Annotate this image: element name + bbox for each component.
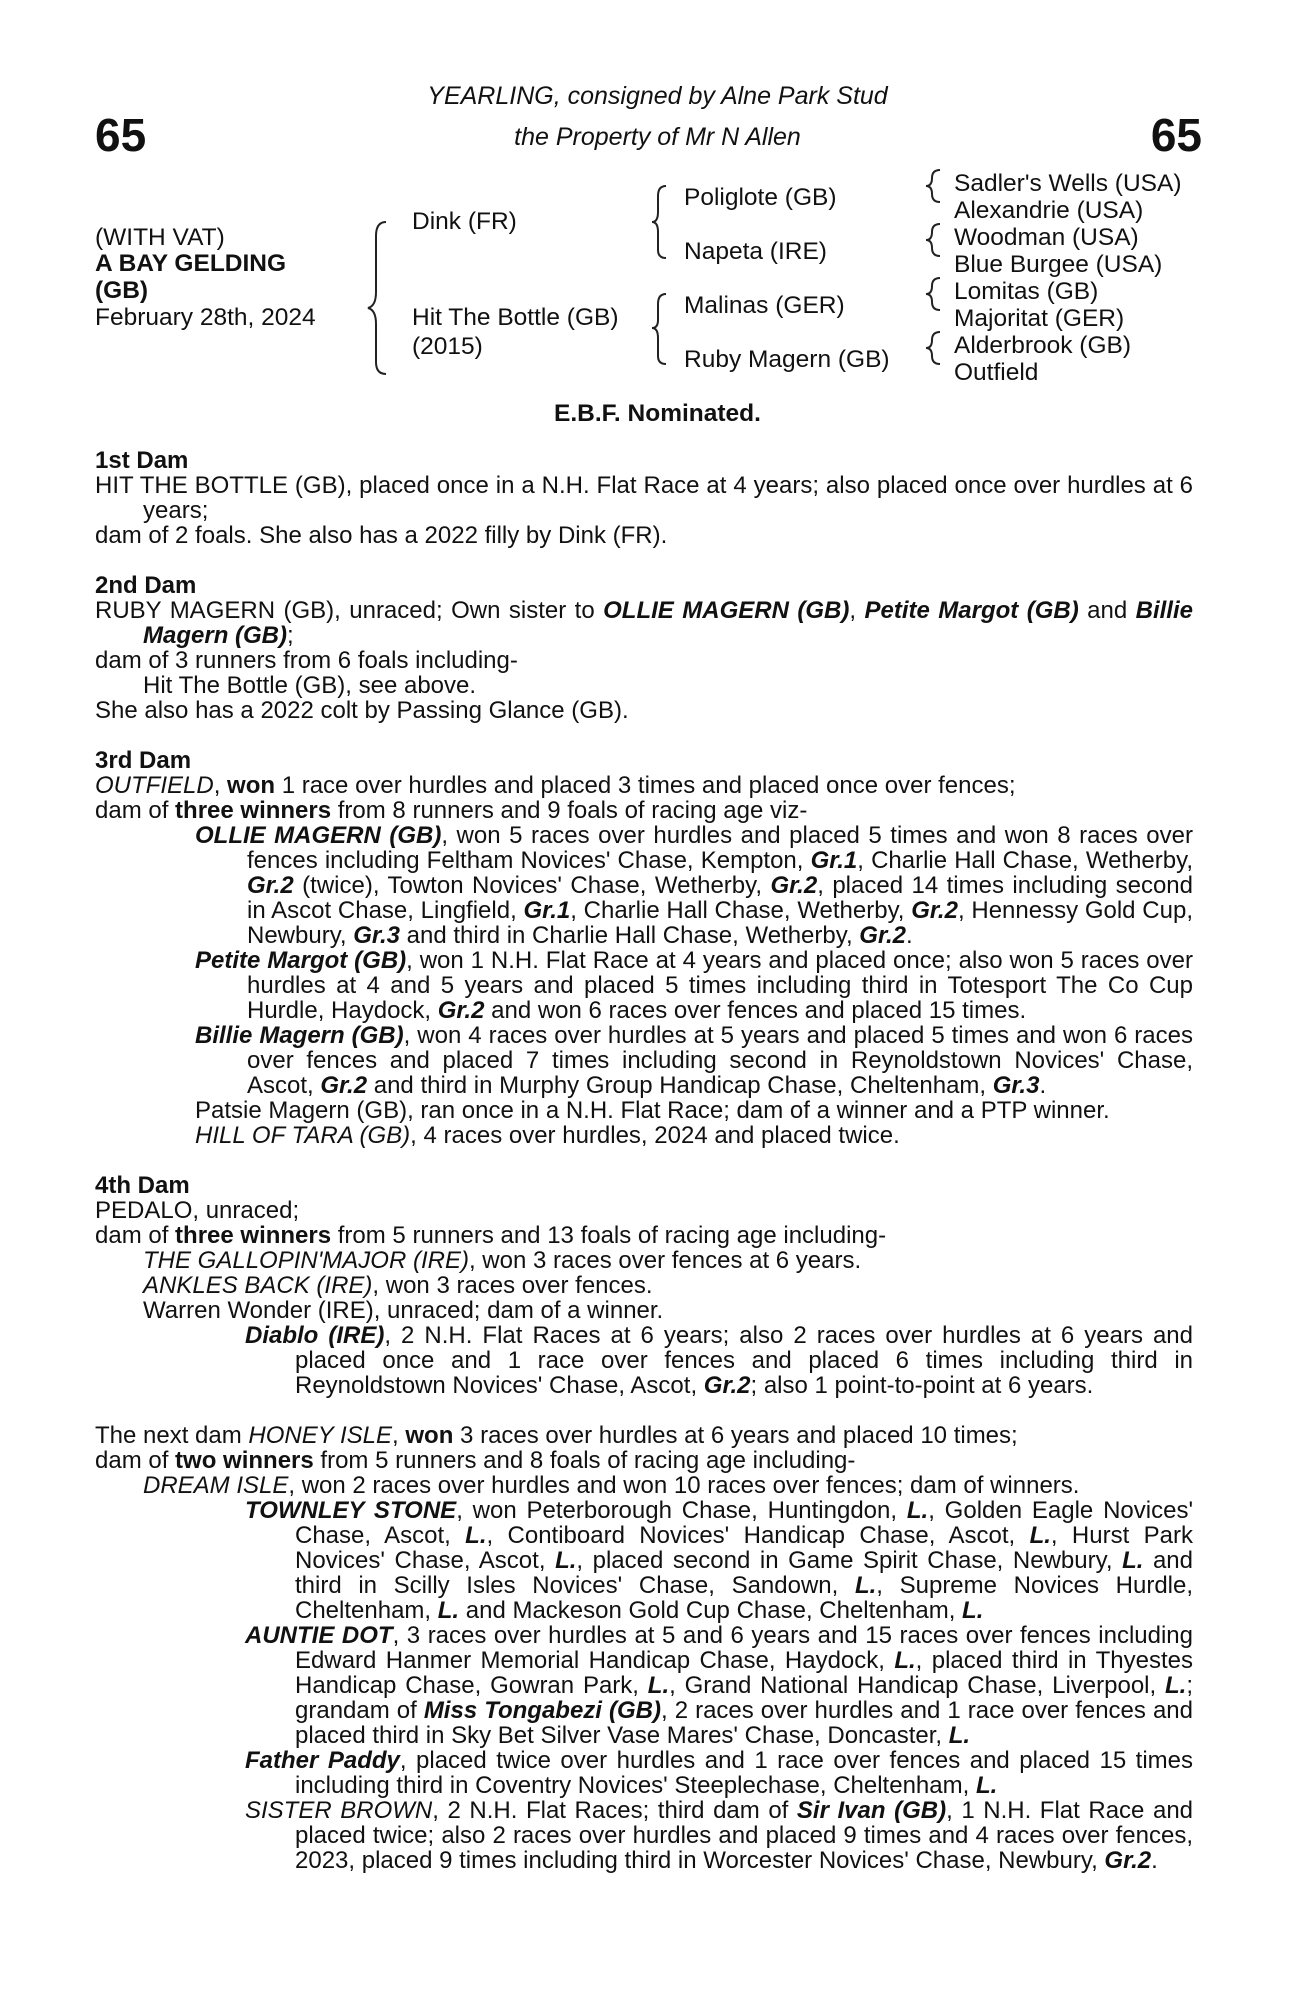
second-dam-heading: 2nd Dam xyxy=(95,572,197,599)
pedigree-g3-1: Sadler's Wells (USA) xyxy=(954,170,1182,197)
third-dam-produce: dam of three winners from 8 runners and 9 foals of racing age viz- xyxy=(95,797,808,824)
fourth-dam-text: PEDALO, unraced; xyxy=(95,1197,300,1224)
pedigree-g3-4: Blue Burgee (USA) xyxy=(954,251,1163,278)
produce-patsie-magern: Patsie Magern (GB), ran once in a N.H. Flat Race; dam of a winner and a PTP winner. xyxy=(195,1097,1110,1124)
pedigree-sire-dam: Napeta (IRE) xyxy=(684,238,827,265)
produce-hill-of-tara: HILL OF TARA (GB), 4 races over hurdles, 2024 and placed twice. xyxy=(195,1122,900,1149)
pedigree-g3-2: Alexandrie (USA) xyxy=(954,197,1144,224)
produce-ollie-magern: OLLIE MAGERN (GB), won 5 races over hurdles and placed 5 times and won 8 races over fences including Feltham Novices' Chase, Kempton, Gr.1, Charlie Hall Chase, Wetherby, Gr.2 (twice), Towton Novices' Chase, Wetherby, Gr.2, placed 14 times including second in Ascot Chase, Lingfield, Gr.1, Charlie Hall Chase, Wetherby, Gr.2, Hennessy Gold Cup, Newbury, Gr.3 and third in Charlie Hall Chase, Wetherby, Gr.2. xyxy=(195,822,1194,949)
produce-diablo: Diablo (IRE), 2 N.H. Flat Races at 6 years; also 2 races over hurdles at 6 years and placed once and 1 race over fences and placed 6 times including third in Reynoldstown Novices' Chase, Ascot, Gr.2; also 1 point-to-point at 6 years. xyxy=(245,1322,1194,1399)
pedigree-brace-dam-side xyxy=(652,294,666,364)
pedigree-g3-8: Outfield xyxy=(954,359,1039,386)
produce-townley-stone: TOWNLEY STONE, won Peterborough Chase, Huntingdon, L., Golden Eagle Novices' Chase, Ascot, L., Contiboard Novices' Handicap Chase, Ascot, L., Hurst Park Novices' Chase, Ascot, L., placed second in Game Spirit Chase, Newbury, L. and third in Scilly Isles Novices' Chase, Sandown, L., Supreme Novices Hurdle, Cheltenham, L. and Mackeson Gold Cup Chase, Cheltenham, L. xyxy=(245,1497,1194,1624)
pedigree-brace-sire-side xyxy=(652,186,666,258)
pedigree-g3-6: Majoritat (GER) xyxy=(954,305,1125,332)
sibling-billie-magern: Billie Magern (GB) xyxy=(143,597,1193,649)
horse-country: (GB) xyxy=(95,277,149,304)
fourth-dam-produce: dam of three winners from 5 runners and 13 foals of racing age including- xyxy=(95,1222,887,1249)
pedigree-brace-ruby xyxy=(926,332,940,364)
produce-ankles-back: ANKLES BACK (IRE), won 3 races over fences. xyxy=(143,1272,653,1299)
sibling-ollie-magern: OLLIE MAGERN (GB) xyxy=(603,597,850,624)
first-dam-text: HIT THE BOTTLE (GB), placed once in a N.H. Flat Race at 4 years; also placed once over hurdles at 6 years; xyxy=(95,472,1193,524)
pedigree-brace-poliglote xyxy=(926,170,940,202)
produce-gallopin-major: THE GALLOPIN'MAJOR (IRE), won 3 races over fences at 6 years. xyxy=(143,1247,862,1274)
produce-sister-brown: SISTER BROWN, 2 N.H. Flat Races; third dam of Sir Ivan (GB), 1 N.H. Flat Race and placed twice; also 2 races over hurdles and placed 9 times and 4 races over fences, 2023, placed 9 times including third in Worcester Novices' Chase, Newbury, Gr.2. xyxy=(245,1797,1194,1874)
pedigree-brace-napeta xyxy=(926,224,940,256)
lot-number-left: 65 xyxy=(95,109,147,161)
catalogue-body xyxy=(95,448,1193,1873)
lot-number-right: 65 xyxy=(1150,109,1202,161)
produce-auntie-dot: AUNTIE DOT, 3 races over hurdles at 5 and 6 years and 15 races over fences including Edward Hanmer Memorial Handicap Chase, Haydock, L., placed third in Thyestes Handicap Chase, Gowran Park, L., Grand National Handicap Chase, Liverpool, L.; grandam of Miss Tongabezi (GB), 2 races over hurdles and 1 race over fences and placed third in Sky Bet Silver Vase Mares' Chase, Doncaster, L. xyxy=(245,1622,1194,1749)
pedigree-brace-malinas xyxy=(926,278,940,310)
vat-note: (WITH VAT) xyxy=(95,224,225,251)
pedigree-dam-sire: Malinas (GER) xyxy=(684,292,845,319)
produce-dream-isle: DREAM ISLE, won 2 races over hurdles and won 10 races over fences; dam of winners. xyxy=(143,1472,1080,1499)
first-dam-produce: dam of 2 foals. She also has a 2022 filly by Dink (FR). xyxy=(95,522,668,549)
third-dam-text: OUTFIELD, won 1 race over hurdles and placed 3 times and placed once over fences; xyxy=(95,772,1016,799)
pedigree-g3-3: Woodman (USA) xyxy=(954,224,1139,251)
first-dam-heading: 1st Dam xyxy=(95,447,189,474)
next-dam-produce: dam of two winners from 5 runners and 8 foals of racing age including- xyxy=(95,1447,856,1474)
header-consignor: YEARLING, consigned by Alne Park Stud xyxy=(427,82,888,110)
second-dam-text: RUBY MAGERN (GB), unraced; Own sister to OLLIE MAGERN (GB), Petite Margot (GB) and Billie Magern (GB); xyxy=(95,597,1193,649)
fourth-dam-heading: 4th Dam xyxy=(95,1172,190,1199)
pedigree-g3-5: Lomitas (GB) xyxy=(954,278,1099,305)
horse-description: A BAY GELDING xyxy=(95,250,287,277)
produce-warren-wonder: Warren Wonder (IRE), unraced; dam of a winner. xyxy=(143,1297,664,1324)
pedigree-brace-gen1 xyxy=(368,222,386,374)
second-dam-foal: Hit The Bottle (GB), see above. xyxy=(143,672,477,699)
pedigree-sire-sire: Poliglote (GB) xyxy=(684,184,837,211)
pedigree-dam: Hit The Bottle (GB) xyxy=(412,304,619,331)
sibling-petite-margot: Petite Margot (GB) xyxy=(864,597,1079,624)
third-dam-heading: 3rd Dam xyxy=(95,747,192,774)
pedigree-dam-dam: Ruby Magern (GB) xyxy=(684,346,890,373)
pedigree-sire: Dink (FR) xyxy=(412,208,517,235)
next-dam-text: The next dam HONEY ISLE, won 3 races over hurdles at 6 years and placed 10 times; xyxy=(95,1422,1018,1449)
produce-billie-magern: Billie Magern (GB), won 4 races over hurdles at 5 years and placed 5 times and won 6 races over fences and placed 7 times including second in Reynoldstown Novices' Chase, Ascot, Gr.2 and third in Murphy Group Handicap Chase, Cheltenham, Gr.3. xyxy=(195,1022,1193,1099)
produce-father-paddy: Father Paddy, placed twice over hurdles and 1 race over fences and placed 15 times including third in Coventry Novices' Steeplechase, Cheltenham, L. xyxy=(245,1747,1194,1799)
second-dam-produce: dam of 3 runners from 6 foals including- xyxy=(95,647,518,674)
ebf-nominated: E.B.F. Nominated. xyxy=(554,400,761,427)
foaling-date: February 28th, 2024 xyxy=(95,304,316,331)
pedigree-dam-year: (2015) xyxy=(412,333,483,360)
second-dam-note: She also has a 2022 colt by Passing Glance (GB). xyxy=(95,697,629,724)
produce-petite-margot: Petite Margot (GB), won 1 N.H. Flat Race at 4 years and placed once; also won 5 races over hurdles at 4 and 5 years and placed 5 times including third in Totesport The Co Cup Hurdle, Haydock, Gr.2 and won 6 races over fences and placed 15 times. xyxy=(195,947,1193,1024)
header-property: the Property of Mr N Allen xyxy=(514,123,801,151)
pedigree-g3-7: Alderbrook (GB) xyxy=(954,332,1132,359)
